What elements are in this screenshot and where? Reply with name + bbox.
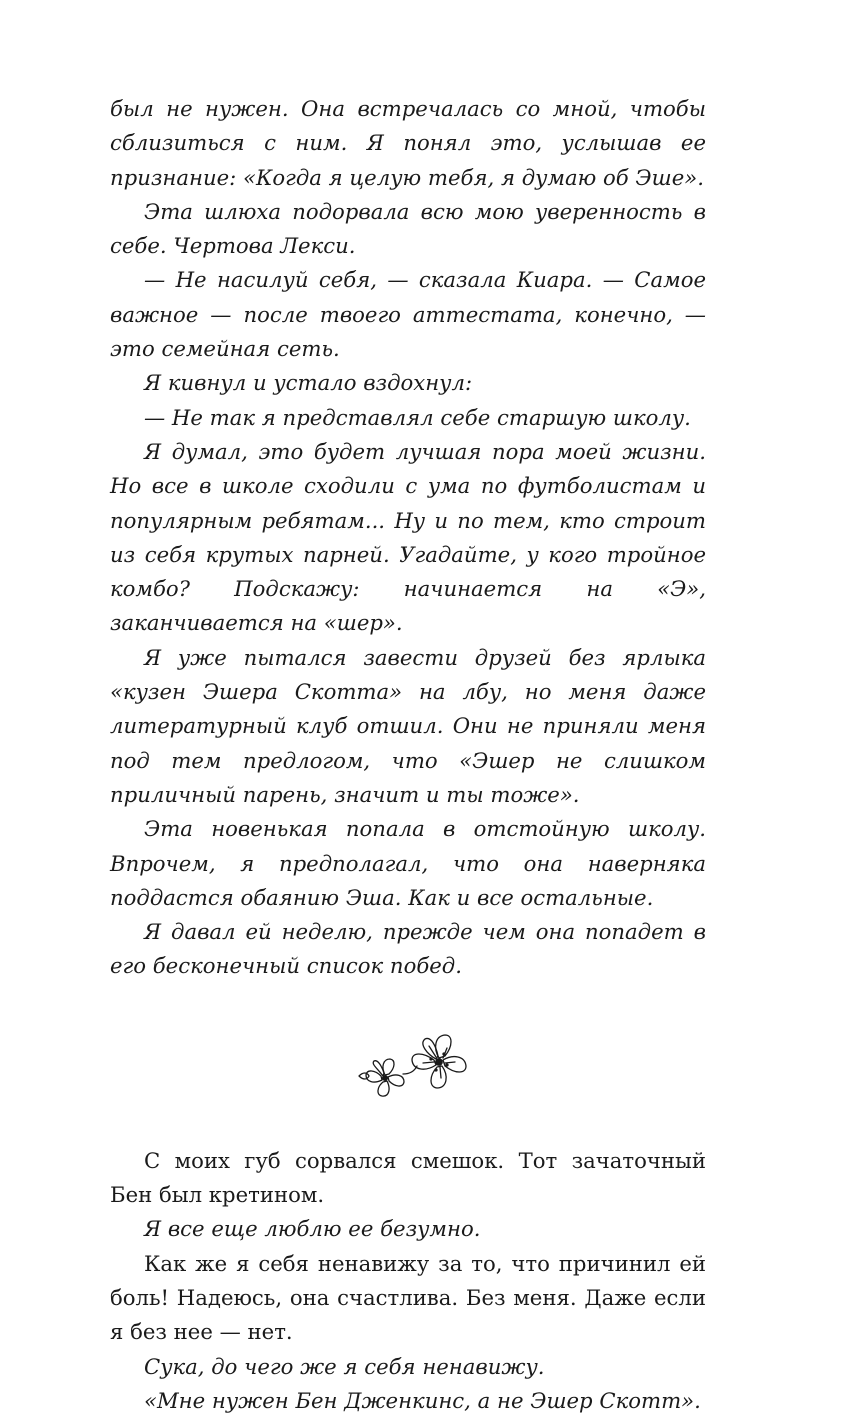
- paragraph: Эта шлюха подорвала всю мою уверенность в себе. Чертова Лекси.: [110, 198, 706, 259]
- paragraph: С моих губ сорвался смешок. Тот зачаточный Бен был кретином.: [110, 1147, 706, 1208]
- present-text: [110, 1144, 706, 1418]
- paragraph: — Не так я представлял себе старшую школу.: [144, 404, 691, 430]
- paragraph: «Мне нужен Бен Дженкинс, а не Эшер Скотт».: [144, 1387, 701, 1413]
- paragraph: Я думал, это будет лучшая пора моей жизни. Но все в школе сходили с ума по футболистам и популярным ребятам... Ну и по тем, кто строит из себя крутых парней. Угадайте, у кого тройное комбо? Подскажу: начинается на «Э», заканчивается на «шер».: [110, 438, 706, 636]
- paragraph: Я давал ей неделю, прежде чем она попадет в его бесконечный список побед.: [110, 919, 706, 979]
- paragraph: Я кивнул и устало вздохнул:: [144, 370, 473, 396]
- book-page: [110, 92, 706, 1418]
- paragraph: Я уже пытался завести друзей без ярлыка «кузен Эшера Скотта» на лбу, но меня даже литературный клуб отшил. Они не приняли меня под тем предлогом, что «Эшер не слишком приличный парень, значит и ты тоже».: [110, 644, 706, 807]
- flashback-text: [110, 92, 706, 984]
- paragraph: Как же я себя ненавижу за то, что причинил ей боль! Надеюсь, она счастлива. Без меня. Даже если я без нее — нет.: [110, 1250, 706, 1345]
- paragraph: — Не насилуй себя, — сказала Киара. — Самое важное — после твоего аттестата, конечно, — это семейная сеть.: [110, 267, 706, 362]
- paragraph: был не нужен. Она встречалась со мной, чтобы сблизиться с ним. Я понял это, услышав ее признание: «Когда я целую тебя, я думаю об Эше».: [110, 96, 706, 190]
- flower-ornament-icon: [355, 1028, 485, 1108]
- paragraph: Сука, до чего же я себя ненавижу.: [144, 1353, 545, 1379]
- paragraph: Эта новенькая попала в отстойную школу. Впрочем, я предполагал, что она наверняка поддастся обаянию Эша. Как и все остальные.: [110, 816, 706, 910]
- paragraph: Я все еще люблю ее безумно.: [144, 1216, 481, 1242]
